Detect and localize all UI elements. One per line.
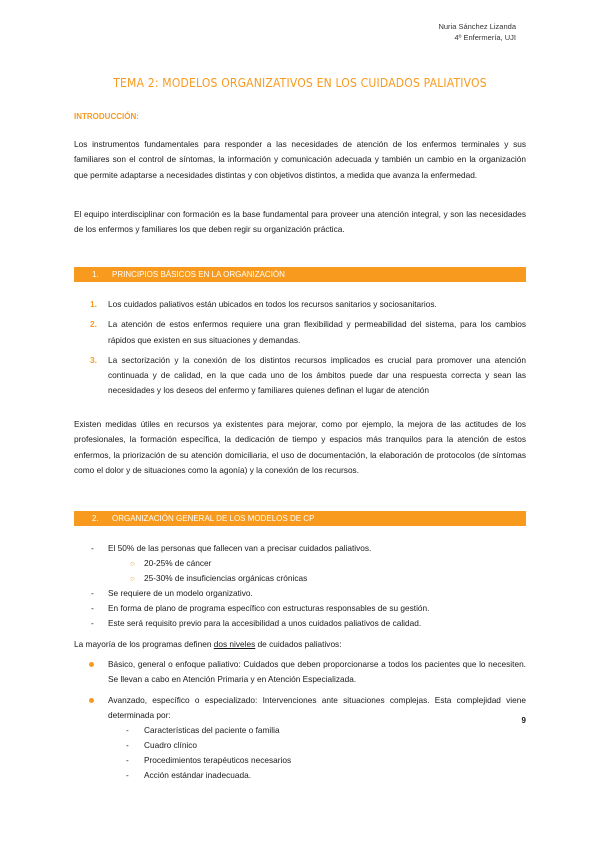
list-item xyxy=(74,657,526,688)
list-text: Se requiere de un modelo organizativo. xyxy=(108,588,253,598)
dash-marker: - xyxy=(126,725,129,736)
section-1-number: 1. xyxy=(92,270,99,279)
list-text: El 50% de las personas que fallecen van a precisar cuidados paliativos. xyxy=(108,543,372,553)
dash-marker: - xyxy=(91,603,94,613)
circle-bullet-icon: ○ xyxy=(130,559,135,568)
dash-marker: - xyxy=(91,618,94,628)
list-item xyxy=(74,616,526,631)
sub-list-item xyxy=(74,571,526,586)
measures-paragraph: Existen medidas útiles en recursos ya existentes para mejorar, como por ejemplo, la mejora de las actitudes de los profesionales, la formación específica, la dedicación de tiempo y espacios más tranquilos para la atención de estos enfermos, la priorización de su atención domiciliaria, el uso de documentación, la elaboración de protocolos (de síntomas como el dolor y de situaciones como la agonía) y la conexión de los recursos. xyxy=(74,419,526,475)
list-text: Cuadro clínico xyxy=(144,740,198,751)
levels-intro-underlined: dos niveles xyxy=(213,639,256,649)
dash-marker: - xyxy=(91,543,94,553)
list-text: Este será requisito previo para la accesibilidad a unos cuidados paliativos de calidad. xyxy=(108,618,422,628)
author-name: Nuria Sánchez Lizanda xyxy=(438,22,516,31)
list-text: La atención de estos enfermos requiere una gran flexibilidad y permeabilidad del sistema, para los cambios rápidos que existen en sus situaciones y demandas. xyxy=(108,319,526,345)
list-text: Avanzado, específico o especializado: Intervenciones ante situaciones complejas. Esta complejidad viene determinada por: xyxy=(108,694,526,720)
document-title: TEMA 2: MODELOS ORGANIZATIVOS EN LOS CUIDADOS PALIATIVOS xyxy=(113,76,487,90)
dash-marker: - xyxy=(91,588,94,598)
list-text: En forma de plano de programa específico con estructuras responsables de su gestión. xyxy=(108,603,430,613)
principles-list xyxy=(74,297,526,399)
list-item xyxy=(74,353,526,399)
general-list xyxy=(74,541,526,631)
list-number: 3. xyxy=(90,354,97,365)
list-text: La sectorización y la conexión de los distintos recursos implicados es crucial para promover una atención continuada y de calidad, en la que cada uno de los ámbitos puede dar una respuesta correcta y sean las necesidades y los deseos del enfermo y familiares quienes definan el lugar de atención xyxy=(108,354,526,396)
intro-paragraph-2: El equipo interdisciplinar con formación es la base fundamental para proveer una atención integral, y son las necesidades de los enfermos y familiares los que deben regir su organización práctica. xyxy=(74,209,526,235)
sub-list-item xyxy=(74,723,526,738)
dash-marker: - xyxy=(126,755,129,766)
list-item xyxy=(74,317,526,348)
dash-marker: - xyxy=(126,770,129,781)
list-text: 20-25% de cáncer xyxy=(144,558,212,568)
list-text: Acción estándar inadecuada. xyxy=(144,770,252,781)
levels-intro-text: de cuidados paliativos: xyxy=(255,639,342,649)
sub-list-item xyxy=(74,753,526,768)
list-text: Los cuidados paliativos están ubicados en todos los recursos sanitarios y sociosanitarios. xyxy=(108,299,437,309)
course-name: 4º Enfermería, UJI xyxy=(454,33,516,42)
intro-paragraph-1: Los instrumentos fundamentales para responder a las necesidades de atención de los enfermos terminales y sus familiares son el control de síntomas, la información y comunicación adecuada y también un cambio en la organización que permite adaptarse a necesidades distintas y con objetivos distintos, a medida que avanza la enfermedad. xyxy=(74,139,526,180)
list-item xyxy=(74,693,526,724)
page-number: 9 xyxy=(521,716,526,725)
page-header xyxy=(438,21,516,43)
list-item xyxy=(74,541,526,556)
section-2-number: 2. xyxy=(92,514,99,523)
sub-list-item xyxy=(74,738,526,753)
intro-heading: INTRODUCCIÓN: xyxy=(74,112,139,121)
list-text: Características del paciente o familia xyxy=(144,725,280,736)
list-number: 2. xyxy=(90,319,97,330)
list-item xyxy=(74,601,526,616)
bullet-dot-icon xyxy=(89,698,94,703)
dash-marker: - xyxy=(126,740,129,751)
section-2-heading xyxy=(74,511,526,526)
bullet-dot-icon xyxy=(89,662,94,667)
levels-intro xyxy=(74,637,526,652)
section-1-heading xyxy=(74,267,526,282)
list-text: Procedimientos terapéuticos necesarios xyxy=(144,755,292,766)
list-item xyxy=(74,586,526,601)
list-number: 1. xyxy=(90,299,97,309)
list-text: Básico, general o enfoque paliativo: Cuidados que deben proporcionarse a todos los pacientes que lo necesiten. Se llevan a cabo en Atención Primaria y en Atención Especializada. xyxy=(108,659,526,685)
levels-intro-text: La mayoría de los programas definen xyxy=(74,639,214,649)
levels-list xyxy=(74,657,526,783)
section-2-title: ORGANIZACIÓN GENERAL DE LOS MODELOS DE CP xyxy=(112,514,315,523)
sub-list-item xyxy=(74,768,526,783)
list-text: 25-30% de insuficiencias orgánicas crónicas xyxy=(144,573,308,583)
section-1-title: PRINCIPIOS BÁSICOS EN LA ORGANIZACIÓN xyxy=(112,270,285,279)
list-item xyxy=(74,297,526,312)
sub-list-item xyxy=(74,556,526,571)
circle-bullet-icon: ○ xyxy=(130,574,135,583)
